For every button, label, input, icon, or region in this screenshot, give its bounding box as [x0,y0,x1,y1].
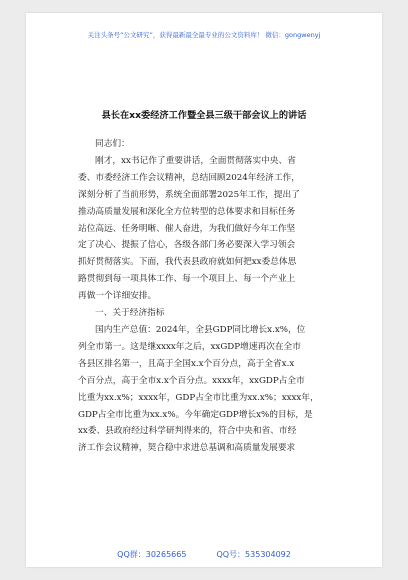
text-line: 推动高质量发展和深化全方位转型的总体要求和目标任务 [78,206,296,217]
document-title: 县长在xx委经济工作暨全县三级干部会议上的讲话 [101,110,307,121]
paragraph-gdp [78,322,343,457]
text-line: 委、市委经济工作会议精神，总结回顾2024年经济工作， [78,172,300,183]
text-line: xx委、县政府经过科学研判得来的，符合中央和省、市经 [78,426,297,437]
footer-qq-group: QQ群：30265665 [117,550,187,559]
text-line: 站位高远、任务明晰、催人奋进，为我们做好今年工作坚 [78,223,296,234]
document-body [78,136,343,457]
text-line: 抓好贯彻落实。下面，我代表县政府就如何把xx委总体思 [78,257,297,268]
text-line: 刚才，xx书记作了重要讲话，全面贯彻落实中央、省 [95,155,296,166]
text-line: 国内生产总值：2024年，全县GDP同比增长x.x%，位 [95,324,306,335]
header-note: 关注头条号“公文研究”，获得最新最全最专业的公文资料库！ 微信：gongwenyj [87,31,321,39]
heading-line: 一、关于经济指标 [95,308,165,319]
document-page [26,13,382,567]
text-line: GDP占全市比重为xx.x%。今年确定GDP增长x%的目标，是 [78,409,313,420]
footer-contact [26,549,382,560]
text-line: 各县区排名第一，且高于全国x.x个百分点，高于全省x.x [78,358,295,369]
footer-qq-number: QQ号：535304092 [216,550,291,559]
text-line: 比重为xx.x%；xxxx年，GDP占全市比重为xx.x%；xxxx年， [78,392,319,403]
text-line: 列全市第一。这是继xxxx年之后，xxGDP增速再次在全市 [78,341,301,352]
paragraph-intro [78,153,343,305]
text-line: 路贯彻到每一项具体工作、每一个项目上、每一个产业上 [78,274,296,285]
section-heading [78,305,343,322]
text-line: 深刻分析了当前形势，系统全面部署2025年工作，提出了 [78,189,300,200]
text-line: 定了决心、提振了信心，各级各部门务必要深入学习领会 [78,240,296,251]
salutation: 同志们： [95,139,130,149]
text-line: 再做一个详细安排。 [78,291,157,302]
text-line: 个百分点，高于全市x.x个百分点。xxxx年，xxGDP占全市 [78,375,305,386]
text-line: 济工作会议精神，契合稳中求进总基调和高质量发展要求 [78,443,296,454]
